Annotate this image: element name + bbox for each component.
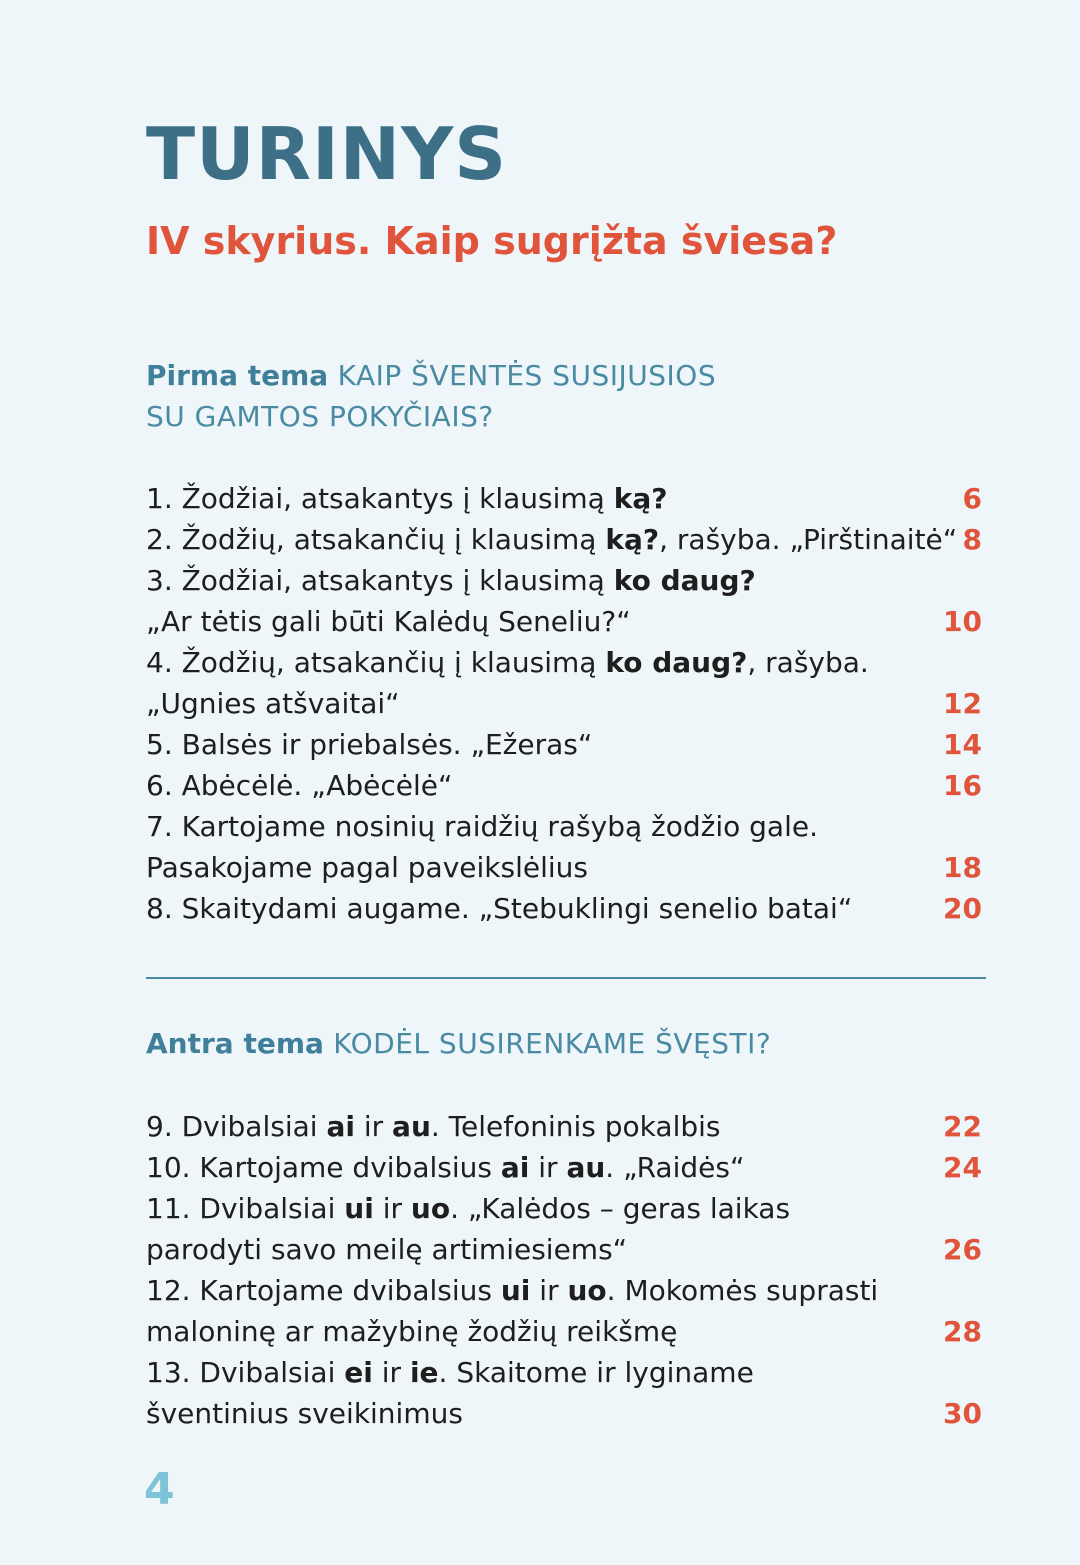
toc-entry bbox=[146, 1352, 986, 1434]
toc-entry-line bbox=[146, 1352, 986, 1393]
toc-entry-text: 8. Skaitydami augame. „Stebuklingi senelio batai“ bbox=[146, 892, 853, 925]
toc-entry-text: 2. Žodžių, atsakančių į klausimą bbox=[146, 523, 606, 556]
toc-entry-keyword: ką? bbox=[613, 482, 668, 515]
toc-entry-page: 28 bbox=[943, 1315, 982, 1348]
toc-entry-text: ir bbox=[354, 1110, 393, 1143]
theme-label: Antra tema bbox=[146, 1027, 324, 1060]
page-number: 4 bbox=[144, 1464, 175, 1515]
toc-entry-text: 5. Balsės ir priebalsės. „Ežeras“ bbox=[146, 728, 593, 761]
toc-entry-line bbox=[146, 1270, 986, 1311]
toc-entry-text: 9. Dvibalsiai bbox=[146, 1110, 327, 1143]
toc-entry bbox=[146, 560, 986, 642]
toc-entry-page: 30 bbox=[943, 1397, 982, 1430]
theme-title-line: KAIP ŠVENTĖS SUSIJUSIOS bbox=[337, 359, 717, 392]
toc-entry-keyword: ko daug? bbox=[605, 646, 748, 679]
toc-entry-line bbox=[146, 765, 986, 806]
toc-entry-line bbox=[146, 888, 986, 929]
toc-entry-keyword: uo bbox=[410, 1192, 451, 1225]
toc-entry-text: 13. Dvibalsiai bbox=[146, 1356, 345, 1389]
toc-entry bbox=[146, 1270, 986, 1352]
toc-entry-text: Pasakojame pagal paveikslėlius bbox=[146, 851, 588, 884]
toc-entry bbox=[146, 1188, 986, 1270]
toc-entry-keyword: au bbox=[566, 1151, 606, 1184]
toc-entry-line bbox=[146, 642, 986, 683]
theme-heading-2 bbox=[146, 1023, 846, 1064]
chapter-title: IV skyrius. Kaip sugrįžta šviesa? bbox=[146, 219, 838, 263]
toc-entry-page: 20 bbox=[943, 892, 982, 925]
page-title: TURINYS bbox=[146, 112, 508, 196]
toc-entry-text: „Ugnies atšvaitai“ bbox=[146, 687, 400, 720]
toc-entry-page: 24 bbox=[943, 1151, 982, 1184]
toc-entry bbox=[146, 519, 986, 560]
toc-entry bbox=[146, 478, 986, 519]
toc-entry-keyword: ui bbox=[344, 1192, 374, 1225]
toc-entry-page: 18 bbox=[943, 851, 982, 884]
toc-entry-text: ir bbox=[529, 1151, 567, 1184]
toc-entry bbox=[146, 1106, 986, 1147]
toc-entry-text: ir bbox=[530, 1274, 568, 1307]
toc-entry-line bbox=[146, 683, 986, 724]
toc-entry-page: 10 bbox=[943, 605, 982, 638]
toc-entry-text: šventinius sveikinimus bbox=[146, 1397, 463, 1430]
toc-entry-page: 14 bbox=[943, 728, 982, 761]
toc-entry-line bbox=[146, 1147, 986, 1188]
toc-entry-line bbox=[146, 1229, 986, 1270]
toc-entry-keyword: ie bbox=[409, 1356, 439, 1389]
toc-entry-keyword: ko daug? bbox=[613, 564, 756, 597]
toc-entry-line bbox=[146, 1188, 986, 1229]
toc-entry-text: parodyti savo meilę artimiesiems“ bbox=[146, 1233, 628, 1266]
toc-entry-line bbox=[146, 847, 986, 888]
toc-entry-text: maloninę ar mažybinę žodžių reikšmę bbox=[146, 1315, 678, 1348]
toc-entry-line bbox=[146, 560, 986, 601]
toc-list-2 bbox=[146, 1106, 986, 1434]
toc-entry-page: 12 bbox=[943, 687, 982, 720]
toc-entry-keyword: au bbox=[392, 1110, 431, 1143]
toc-entry-text: . „Raidės“ bbox=[605, 1151, 745, 1184]
toc-entry-page: 26 bbox=[943, 1233, 982, 1266]
toc-entry-text: 4. Žodžių, atsakančių į klausimą bbox=[146, 646, 606, 679]
toc-entry-text: , rašyba. bbox=[747, 646, 869, 679]
toc-entry-text: 10. Kartojame dvibalsius bbox=[146, 1151, 501, 1184]
toc-entry-keyword: ei bbox=[344, 1356, 373, 1389]
toc-entry bbox=[146, 888, 986, 929]
toc-entry-text: ir bbox=[372, 1356, 410, 1389]
toc-entry-page: 6 bbox=[962, 482, 982, 515]
section-divider bbox=[146, 977, 986, 979]
toc-entry-page: 16 bbox=[943, 769, 982, 802]
toc-list-1 bbox=[146, 478, 986, 929]
toc-entry bbox=[146, 765, 986, 806]
toc-entry-line bbox=[146, 519, 986, 560]
toc-entry-text: . „Kalėdos – geras laikas bbox=[450, 1192, 791, 1225]
toc-entry-text: . Skaitome ir lyginame bbox=[438, 1356, 754, 1389]
toc-entry-text: 7. Kartojame nosinių raidžių rašybą žodžio gale. bbox=[146, 810, 818, 843]
toc-entry-text: 12. Kartojame dvibalsius bbox=[146, 1274, 501, 1307]
toc-entry bbox=[146, 1147, 986, 1188]
toc-entry-page: 22 bbox=[943, 1110, 982, 1143]
toc-entry-keyword: ui bbox=[500, 1274, 531, 1307]
theme-title-line: KODĖL SUSIRENKAME ŠVĘSTI? bbox=[333, 1027, 772, 1060]
toc-entry-line bbox=[146, 724, 986, 765]
toc-entry-text: „Ar tėtis gali būti Kalėdų Seneliu?“ bbox=[146, 605, 631, 638]
toc-entry-line bbox=[146, 1311, 986, 1352]
toc-entry-keyword: ai bbox=[326, 1110, 355, 1143]
toc-entry-text: . Telefoninis pokalbis bbox=[430, 1110, 721, 1143]
toc-entry-text: 3. Žodžiai, atsakantys į klausimą bbox=[146, 564, 614, 597]
toc-entry-line bbox=[146, 478, 986, 519]
toc-entry-line bbox=[146, 1393, 986, 1434]
toc-entry bbox=[146, 724, 986, 765]
toc-entry-keyword: uo bbox=[567, 1274, 607, 1307]
toc-entry-line bbox=[146, 1106, 986, 1147]
toc-entry-text: . Mokomės suprasti bbox=[606, 1274, 879, 1307]
toc-entry-text: 11. Dvibalsiai bbox=[146, 1192, 345, 1225]
theme-label: Pirma tema bbox=[146, 359, 329, 392]
toc-entry-keyword: ai bbox=[500, 1151, 530, 1184]
toc-entry-page: 8 bbox=[962, 523, 982, 556]
toc-entry-text: ir bbox=[373, 1192, 411, 1225]
toc-entry bbox=[146, 642, 986, 724]
toc-entry-keyword: ką? bbox=[605, 523, 660, 556]
theme-title-line: SU GAMTOS POKYČIAIS? bbox=[146, 400, 494, 433]
toc-entry-line bbox=[146, 601, 986, 642]
toc-entry-text: 1. Žodžiai, atsakantys į klausimą bbox=[146, 482, 614, 515]
toc-entry-text: 6. Abėcėlė. „Abėcėlė“ bbox=[146, 769, 453, 802]
theme-heading-1 bbox=[146, 355, 766, 437]
toc-entry-line bbox=[146, 806, 986, 847]
toc-entry-text: , rašyba. „Pirštinaitė“ bbox=[659, 523, 958, 556]
toc-entry bbox=[146, 806, 986, 888]
